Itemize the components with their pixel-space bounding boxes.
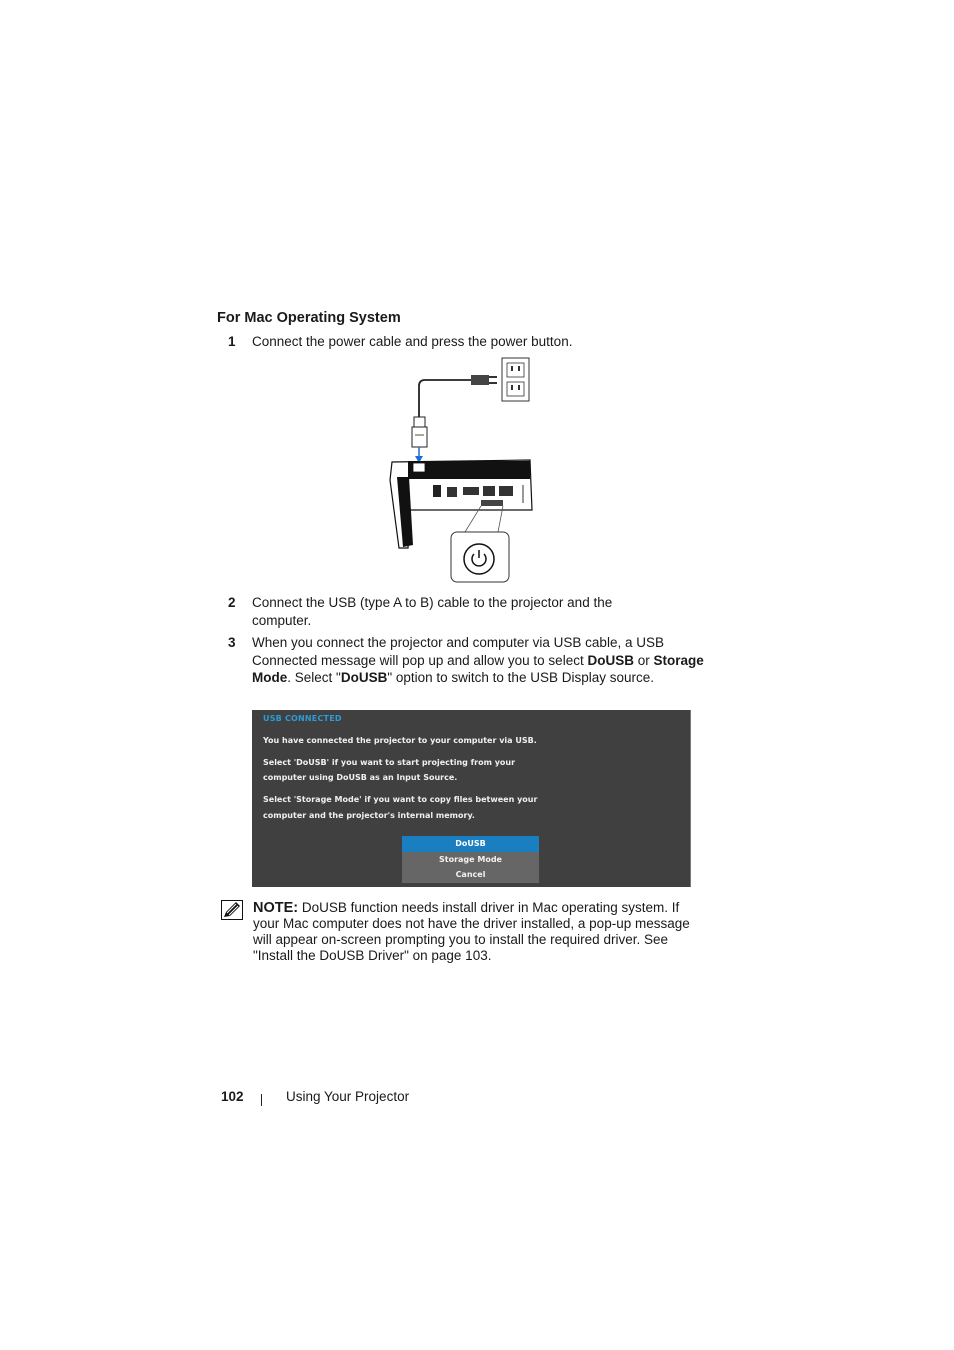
dialog-message: computer and the projector's internal memory. [263, 811, 475, 820]
power-connection-illustration [385, 355, 535, 585]
note-text: NOTE: DoUSB function needs install driver in Mac operating system. If your Mac computer does not have the driver installed, a pop-up message will appear on-screen prompting you to install the required driver. See "Install the DoUSB Driver" on page 103. [253, 900, 690, 963]
step-text: Connect the USB (type A to B) cable to the projector and the computer. [252, 595, 613, 628]
cancel-option[interactable]: Cancel [402, 867, 539, 883]
note-pencil-icon [221, 900, 243, 920]
usb-connected-dialog [252, 710, 691, 887]
dialog-title: USB CONNECTED [263, 714, 342, 723]
step-text: When you connect the projector and computer via USB cable, a USB Connected message will pop up and allow you to select DoUSB or Storage Mode. Select "DoUSB" option to switch to the USB Display source. [252, 635, 704, 685]
step-text: Connect the power cable and press the power button. [252, 334, 573, 349]
dousb-option[interactable]: DoUSB [402, 836, 539, 852]
footer-section-title: Using Your Projector [286, 1089, 410, 1104]
section-heading: For Mac Operating System [217, 310, 401, 326]
footer-divider [261, 1094, 262, 1106]
step-number: 3 [228, 635, 236, 650]
dialog-message: Select 'DoUSB' if you want to start projecting from your [263, 758, 516, 767]
dialog-menu [402, 836, 539, 883]
power-button-icon [451, 532, 509, 582]
step-number: 2 [228, 595, 236, 610]
power-plug-icon [419, 375, 497, 417]
page-number: 102 [221, 1089, 244, 1104]
step-number: 1 [228, 334, 236, 349]
dialog-message: You have connected the projector to your computer via USB. [263, 736, 537, 745]
storage-mode-option[interactable]: Storage Mode [402, 852, 539, 868]
wall-outlet-icon [502, 358, 529, 401]
dialog-message: Select 'Storage Mode' if you want to copy files between your [263, 795, 538, 804]
dialog-message: computer using DoUSB as an Input Source. [263, 773, 458, 782]
power-cord-connector-icon [412, 417, 427, 463]
